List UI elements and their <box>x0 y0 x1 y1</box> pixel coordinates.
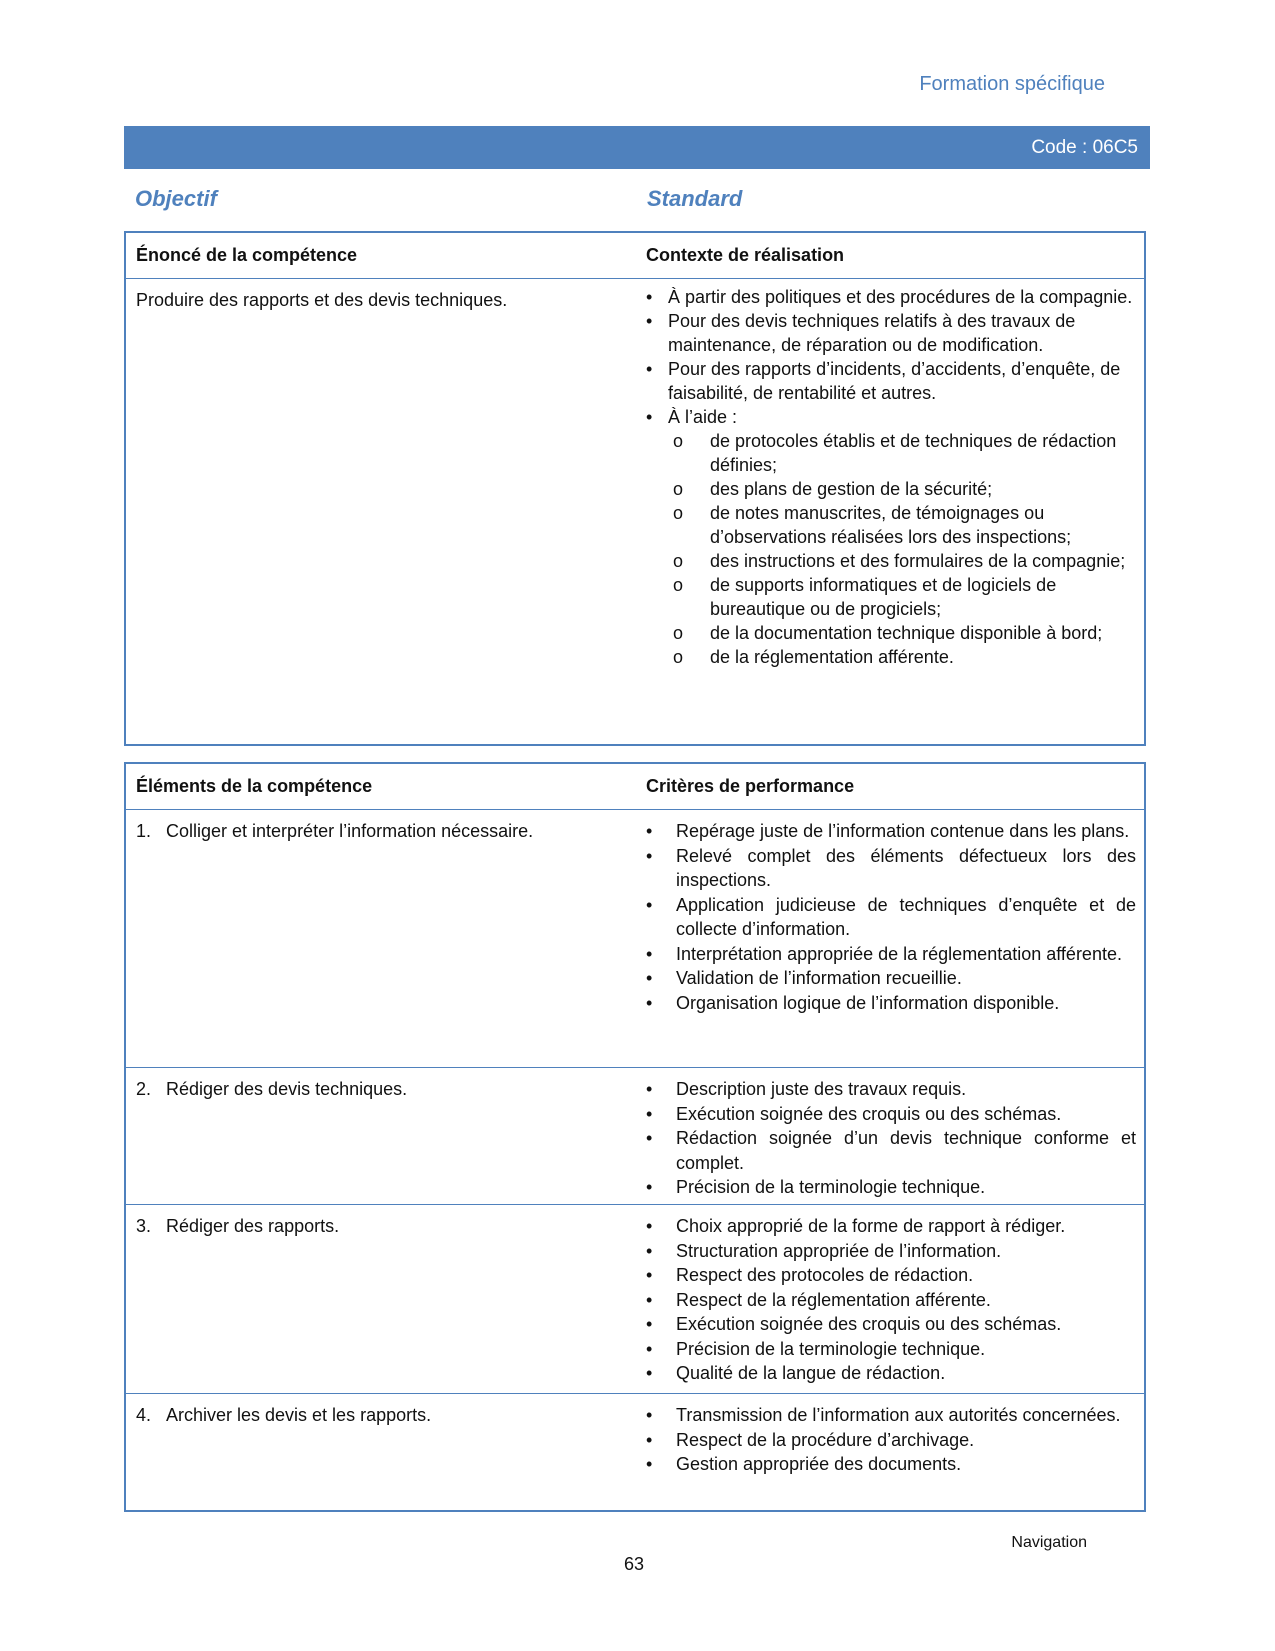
criteres-list <box>646 1214 1136 1386</box>
critere-item: • Interprétation appropriée de la réglementation afférente. <box>646 942 1136 967</box>
element-label: 2. Rédiger des devis techniques. <box>136 1079 408 1099</box>
criteres-list <box>646 1077 1136 1200</box>
aide-item: o de la réglementation afférente. <box>646 645 1136 669</box>
elements-header: Éléments de la compétence <box>136 776 373 796</box>
elements-table-header <box>126 764 1144 810</box>
critere-item: • Transmission de l’information aux autorités concernées. <box>646 1403 1136 1428</box>
element-label: 1. Colliger et interpréter l’information nécessaire. <box>136 821 534 841</box>
critere-item: • Respect des protocoles de rédaction. <box>646 1263 1136 1288</box>
critere-item: • Précision de la terminologie technique. <box>646 1175 1136 1200</box>
critere-item: • Exécution soignée des croquis ou des schémas. <box>646 1102 1136 1127</box>
contexte-list <box>646 285 1136 669</box>
competence-statement: Produire des rapports et des devis techniques. <box>136 290 508 310</box>
aide-sublist <box>646 429 1136 669</box>
element-label: 4. Archiver les devis et les rapports. <box>136 1405 432 1425</box>
competence-table <box>124 231 1146 746</box>
contexte-item: • Pour des rapports d’incidents, d’accidents, d’enquête, de faisabilité, de rentabilité et autres. <box>646 357 1136 405</box>
critere-item: • Choix approprié de la forme de rapport à rédiger. <box>646 1214 1136 1239</box>
critere-item: • Description juste des travaux requis. <box>646 1077 1136 1102</box>
element-row <box>126 1394 1144 1510</box>
critere-item: • Qualité de la langue de rédaction. <box>646 1361 1136 1386</box>
standard-heading: Standard <box>647 186 743 211</box>
critere-item: • Respect de la procédure d’archivage. <box>646 1428 1136 1453</box>
critere-item: • Organisation logique de l’information disponible. <box>646 991 1136 1016</box>
objectif-heading: Objectif <box>135 186 217 211</box>
aide-item: o des instructions et des formulaires de la compagnie; <box>646 549 1136 573</box>
critere-item: • Relevé complet des éléments défectueux lors des inspections. <box>646 844 1136 893</box>
elements-table <box>124 762 1146 1512</box>
element-label: 3. Rédiger des rapports. <box>136 1216 340 1236</box>
aide-label: À l’aide : <box>668 407 738 427</box>
criteres-header: Critères de performance <box>646 776 855 796</box>
critere-item: • Gestion appropriée des documents. <box>646 1452 1136 1477</box>
competence-table-header <box>126 233 1144 279</box>
contexte-header: Contexte de réalisation <box>646 245 845 265</box>
aide-item: o des plans de gestion de la sécurité; <box>646 477 1136 501</box>
critere-item: • Rédaction soignée d’un devis technique conforme et complet. <box>646 1126 1136 1175</box>
page-number: 63 <box>624 1554 645 1574</box>
contexte-item <box>646 405 1136 669</box>
enonce-header: Énoncé de la compétence <box>136 245 358 265</box>
aide-item: o de protocoles établis et de techniques de rédaction définies; <box>646 429 1136 477</box>
criteres-list <box>646 1403 1136 1477</box>
critere-item: • Repérage juste de l’information contenue dans les plans. <box>646 819 1136 844</box>
critere-item: • Application judicieuse de techniques d’enquête et de collecte d’information. <box>646 893 1136 942</box>
aide-item: o de la documentation technique disponible à bord; <box>646 621 1136 645</box>
aide-item: o de notes manuscrites, de témoignages ou d’observations réalisées lors des inspections; <box>646 501 1136 549</box>
element-row <box>126 1068 1144 1205</box>
aide-item: o de supports informatiques et de logiciels de bureautique ou de progiciels; <box>646 573 1136 621</box>
objective-row <box>135 186 1145 216</box>
element-row <box>126 810 1144 1068</box>
critere-item: • Précision de la terminologie technique. <box>646 1337 1136 1362</box>
contexte-item: • À partir des politiques et des procédures de la compagnie. <box>646 285 1136 309</box>
critere-item: • Structuration appropriée de l’information. <box>646 1239 1136 1264</box>
criteres-list <box>646 819 1136 1015</box>
code-label: Code : 06C5 <box>1031 137 1138 158</box>
element-row <box>126 1205 1144 1394</box>
critere-item: • Exécution soignée des croquis ou des schémas. <box>646 1312 1136 1337</box>
critere-item: • Validation de l’information recueillie. <box>646 966 1136 991</box>
critere-item: • Respect de la réglementation afférente. <box>646 1288 1136 1313</box>
formation-label: Formation spécifique <box>919 73 1105 95</box>
navigation-link[interactable]: Navigation <box>1011 1534 1087 1551</box>
code-bar <box>124 126 1150 169</box>
contexte-item: • Pour des devis techniques relatifs à des travaux de maintenance, de réparation ou de modification. <box>646 309 1136 357</box>
